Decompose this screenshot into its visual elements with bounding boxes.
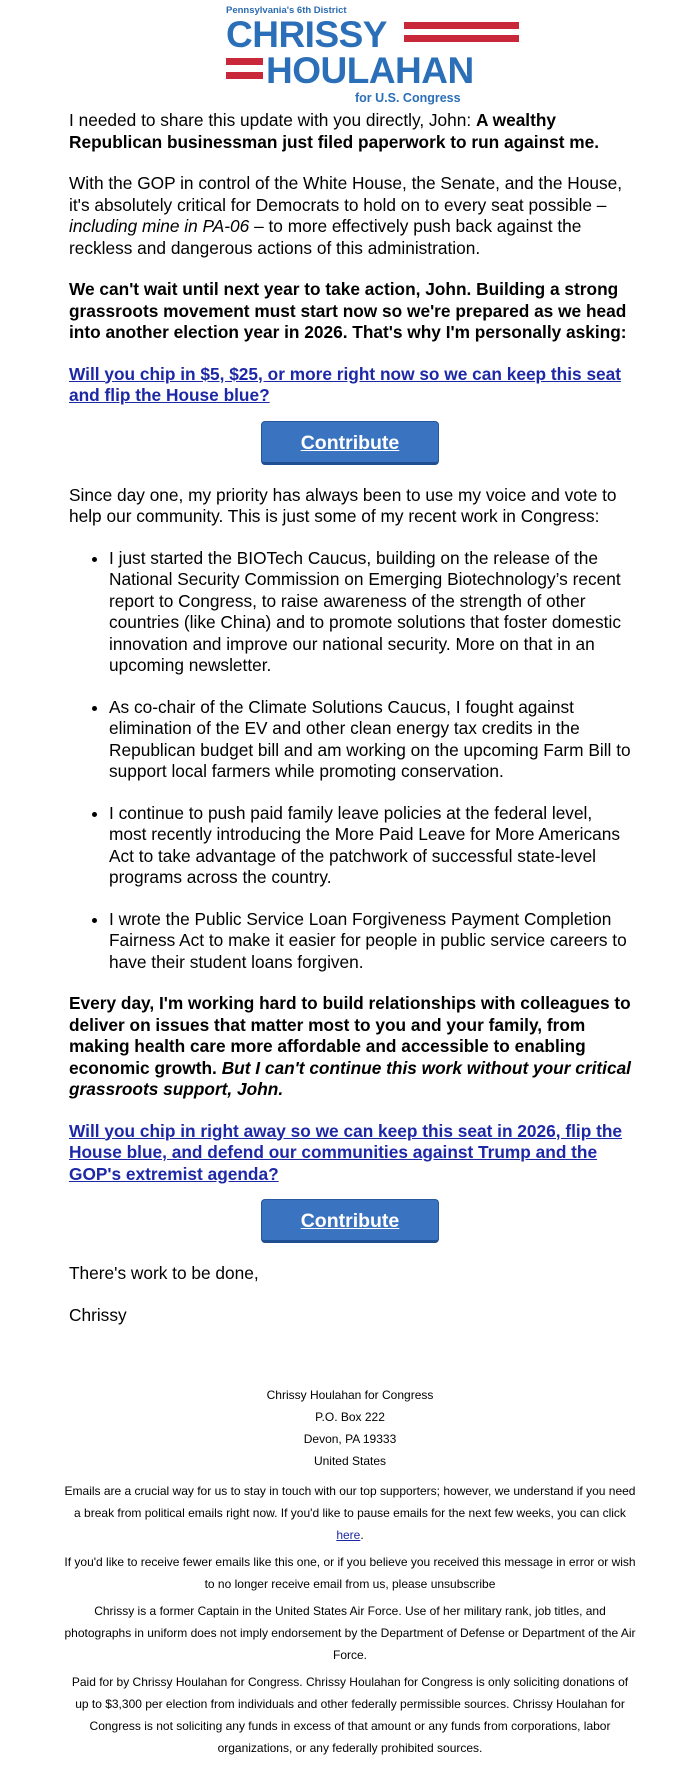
- mailing-address: [64, 1384, 636, 1472]
- closing-bold: Every day, I'm working hard to build relationships with colleagues to deliver on issues that matter most to you and your family, from making health care more affordable and accessible to enabling economic growth.: [69, 993, 631, 1078]
- email-body: [40, 0, 660, 1759]
- logo-first-name: CHRISSY: [226, 14, 387, 55]
- footer-po-box: P.O. Box 222: [315, 1410, 385, 1424]
- contribute-button-wrap: [69, 1199, 631, 1243]
- pause-emails-link[interactable]: here: [336, 1528, 361, 1542]
- logo-office: for U.S. Congress: [355, 91, 461, 105]
- footer-org: Chrissy Houlahan for Congress: [266, 1388, 434, 1402]
- context-part1: With the GOP in control of the White House, the Senate, and the House, it's absolutely critical for Democrats to hold on to every seat possible –: [69, 173, 622, 215]
- closing-paragraph: [69, 993, 631, 1101]
- ask-paragraph-2: [69, 1121, 631, 1186]
- closing-bold-italic: But I can't continue this work without your critical grassroots support, John.: [69, 1057, 631, 1099]
- donate-link-1[interactable]: Will you chip in $5, $25, or more right now so we can keep this seat and flip the House blue?: [69, 363, 622, 405]
- email-footer: [40, 1384, 660, 1759]
- email-content: [40, 110, 660, 1326]
- intro-lead: I needed to share this update with you directly, John:: [69, 110, 476, 130]
- footer-city: Devon, PA 19333: [303, 1432, 397, 1446]
- intro-lead-bold: A wealthy Republican businessman just filed paperwork to run against me.: [69, 110, 600, 152]
- logo-district: Pennsylvania's 6th District: [226, 5, 347, 16]
- context-paragraph: [69, 173, 631, 259]
- signature: Chrissy: [69, 1304, 127, 1325]
- logo-stripe: [226, 58, 263, 65]
- campaign-logo: [40, 0, 660, 110]
- logo-stripe: [404, 22, 519, 29]
- list-item: • I just started the BIOTech Caucus, building on the release of the National Security Commission on Emerging Biotechnology’s recent report to Congress, to raise awareness of the strength of other countries (like China) and to promote solutions that foster domestic innovation and improve our national security. More on that in an upcoming newsletter.: [109, 548, 631, 677]
- list-item: • As co-chair of the Climate Solutions Caucus, I fought against elimination of the EV and other clean energy tax credits in the Republican budget bill and am working on the upcoming Farm Bill to support local farmers while promoting conservation.: [109, 697, 631, 783]
- contribute-button[interactable]: Contribute: [261, 1199, 439, 1243]
- intro-paragraph: [69, 110, 631, 153]
- emails-note: [64, 1480, 636, 1546]
- contribute-button-wrap: [69, 421, 631, 465]
- context-italic: including mine in PA-06: [69, 216, 250, 236]
- contribute-button[interactable]: Contribute: [261, 421, 439, 465]
- donate-link-2[interactable]: Will you chip in right away so we can keep this seat in 2026, flip the House blue, and defend our communities against Trump and the GOP's extremist agenda?: [69, 1120, 622, 1184]
- list-item: • I wrote the Public Service Loan Forgiveness Payment Completion Fairness Act to make it easier for people in public service careers to have their student loans forgiven.: [109, 909, 631, 974]
- ask-paragraph-1: [69, 364, 631, 407]
- urgency-paragraph: We can't wait until next year to take action, John. Building a strong grassroots movement must start now so we're prepared as we head into another election year in 2026. That's why I'm personally asking:: [69, 279, 627, 342]
- logo-stripe: [404, 35, 519, 42]
- footer-country: United States: [313, 1454, 387, 1468]
- context-part2: – to more effectively push back against the reckless and dangerous actions of this administration.: [69, 216, 582, 258]
- logo-last-name: HOULAHAN: [266, 50, 474, 91]
- military-disclaimer: Chrissy is a former Captain in the United States Air Force. Use of her military rank, job titles, and photographs in uniform does not imply endorsement by the Department of Defense or Department of the Air Force.: [64, 1604, 636, 1662]
- record-list: [69, 548, 631, 974]
- record-intro: Since day one, my priority has always been to use my voice and vote to help our community. This is just some of my recent work in Congress:: [69, 484, 617, 526]
- paid-for-disclaimer: Paid for by Chrissy Houlahan for Congress. Chrissy Houlahan for Congress is only soliciting donations of up to $3,300 per election from individuals and other federally permissible sources. Chrissy Houlahan for Congress is not soliciting any funds in excess of that amount or any funds from corporations, labor organizations, or any federally prohibited sources.: [71, 1675, 629, 1755]
- signoff: There's work to be done,: [69, 1263, 259, 1283]
- emails-note-text: Emails are a crucial way for us to stay in touch with our top supporters; however, we understand if you need a break from political emails right now. If you'd like to pause emails for the next few weeks, you can click: [64, 1484, 636, 1520]
- list-item: • I continue to push paid family leave policies at the federal level, most recently introducing the More Paid Leave for More Americans Act to take advantage of the patchwork of successful state-level programs across the country.: [109, 803, 631, 889]
- emails-note-period: .: [360, 1528, 364, 1542]
- logo-stripe: [226, 72, 263, 79]
- unsubscribe-note: If you'd like to receive fewer emails like this one, or if you believe you received this message in error or wish to no longer receive email from us, please unsubscribe: [64, 1555, 636, 1591]
